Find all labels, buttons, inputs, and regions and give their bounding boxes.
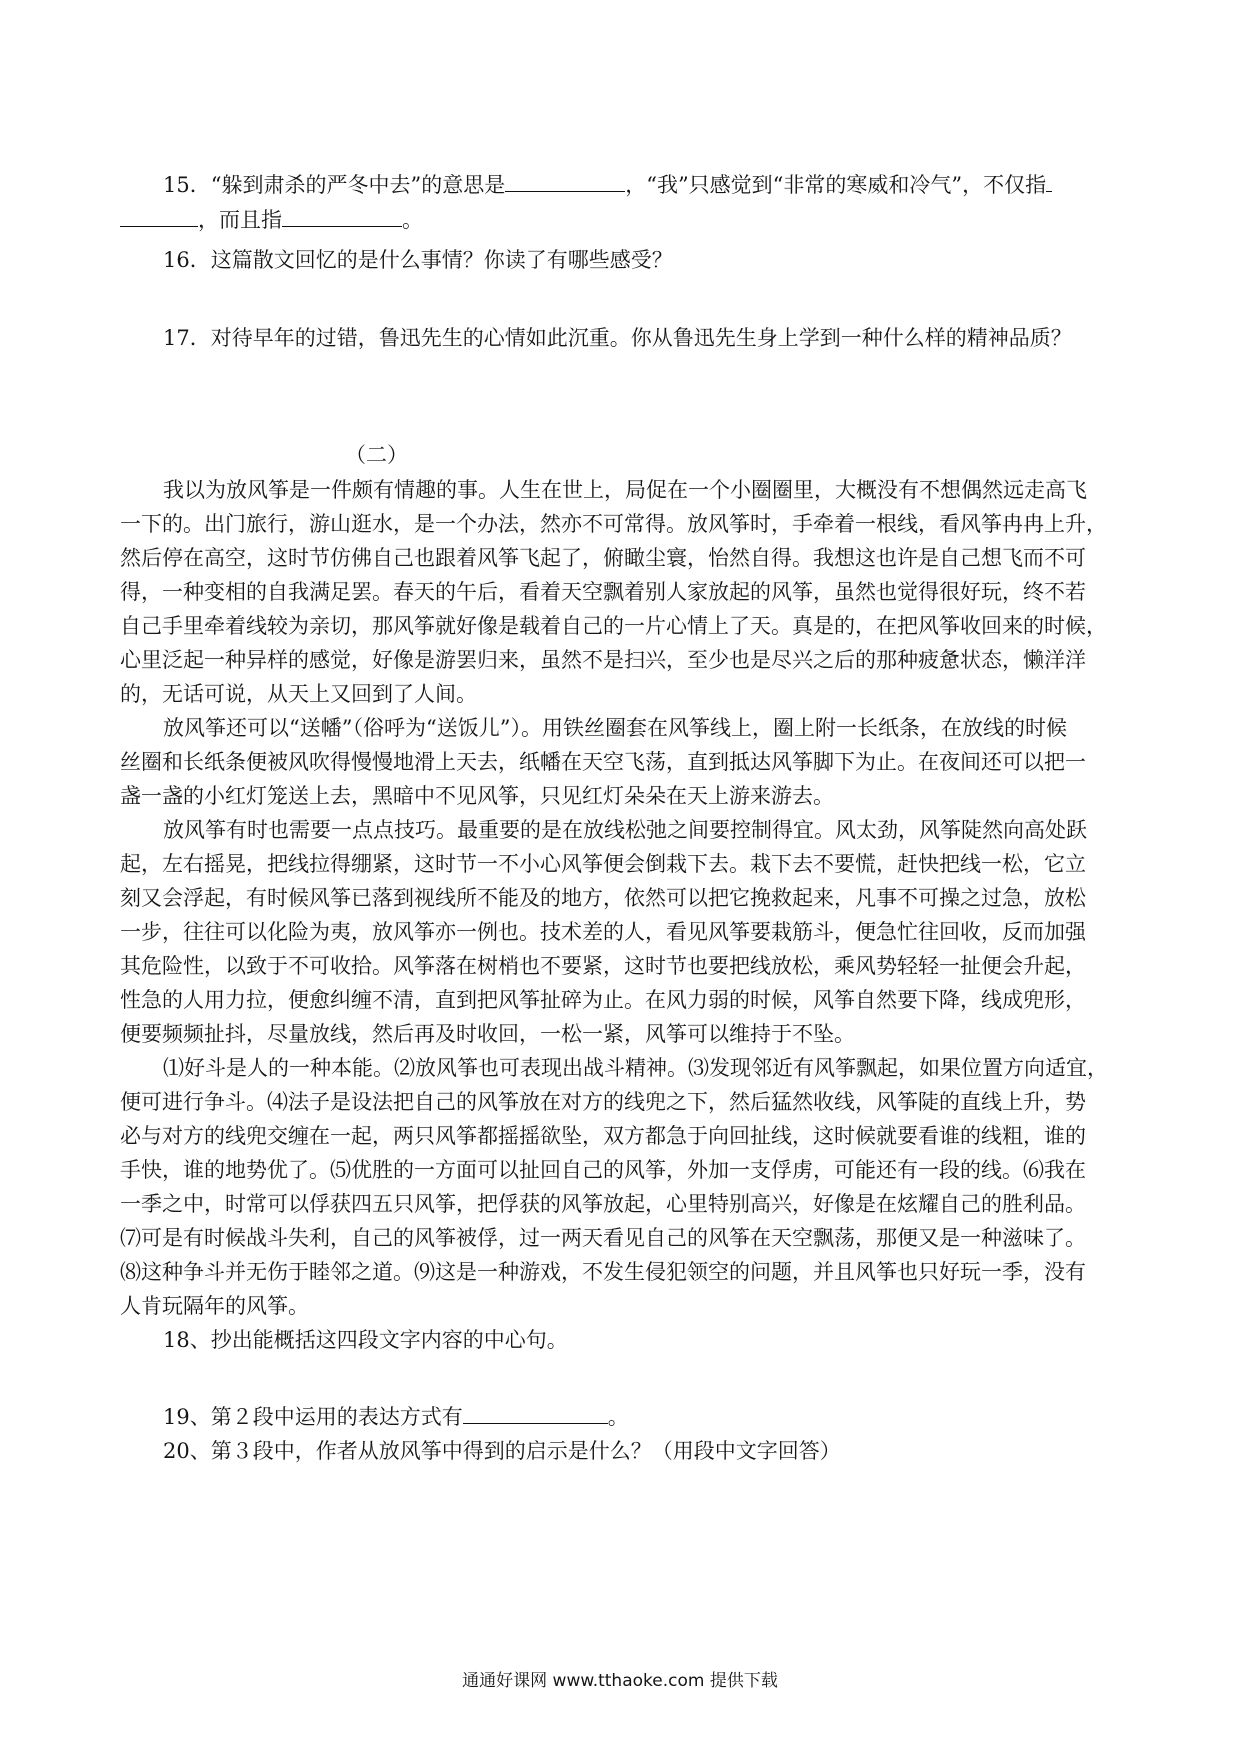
- passage-line: 便可进行争斗。⑷法子是设法把自己的风筝放在对方的线兜之下，然后猛然收线，风筝陡的直线上升，势: [120, 1090, 1086, 1114]
- question-19-text-1: 19、第２段中运用的表达方式有: [163, 1405, 463, 1429]
- question-15-text-4: 。: [402, 208, 423, 232]
- answer-blank-2-start: [1046, 171, 1052, 192]
- passage-line: 得，一种变相的自我满足罢。春天的午后，看着天空飘着别人家放起的风筝，虽然也觉得很好玩，终不若: [120, 580, 1086, 604]
- passage-line: 刻又会浮起，有时候风筝已落到视线所不能及的地方，依然可以把它挽救起来，凡事不可操之过急，放松: [120, 886, 1086, 910]
- question-20: 20、第３段中，作者从放风筝中得到的启示是什么？（用段中文字回答）: [163, 1439, 841, 1463]
- passage-line: 其危险性，以致于不可收拾。风筝落在树梢也不要紧，这时节也要把线放松，乘风势轻轻一扯便会升起，: [120, 954, 1086, 978]
- question-15-line-1: [163, 170, 1052, 200]
- passage-line: 自己手里牵着线较为亲切，那风筝就好像是载着自己的一片心情上了天。真是的，在把风筝收回来的时候，: [120, 614, 1107, 638]
- passage-line: 人肯玩隔年的风筝。: [120, 1294, 309, 1318]
- question-19: [163, 1402, 629, 1432]
- answer-blank-3[interactable]: [282, 206, 402, 227]
- page-footer: 通通好课网 www.tthaoke.com 提供下载: [462, 1671, 778, 1691]
- passage-line: 一季之中，时常可以俘获四五只风筝，把俘获的风筝放起，心里特别高兴，好像是在炫耀自己的胜利品。: [120, 1192, 1086, 1216]
- passage-line: 丝圈和长纸条便被风吹得慢慢地滑上天去，纸幡在天空飞荡，直到抵达风筝脚下为止。在夜间还可以把一: [120, 750, 1086, 774]
- passage-line: 一步，往往可以化险为夷，放风筝亦一例也。技术差的人，看见风筝要栽筋斗，便急忙往回收，反而加强: [120, 920, 1086, 944]
- answer-blank-1[interactable]: [505, 171, 625, 192]
- passage-line: 必与对方的线兜交缠在一起，两只风筝都摇摇欲坠，双方都急于向回扯线，这时候就要看谁的线粗，谁的: [120, 1124, 1086, 1148]
- answer-blank-4[interactable]: [463, 1403, 608, 1424]
- question-18: 18、抄出能概括这四段文字内容的中心句。: [163, 1328, 568, 1352]
- question-15-text-2: ，“我”只感觉到“非常的寒威和冷气”，不仅指: [625, 173, 1047, 197]
- passage-line: ⑺可是有时候战斗失利，自己的风筝被俘，过一两天看见自己的风筝在天空飘荡，那便又是一种滋味了。: [120, 1226, 1086, 1250]
- passage-line: 放风筝有时也需要一点点技巧。最重要的是在放线松弛之间要控制得宜。风太劲，风筝陡然向高处跃: [163, 818, 1087, 842]
- passage-line: 放风筝还可以“送幡”（俗呼为“送饭儿”）。用铁丝圈套在风筝线上，圈上附一长纸条，在放线的时候: [163, 716, 1067, 740]
- passage-line: 手快，谁的地势优了。⑸优胜的一方面可以扯回自己的风筝，外加一支俘虏，可能还有一段的线。⑹我在: [120, 1158, 1086, 1182]
- passage-line: 便要频频扯抖，尽量放线，然后再及时收回，一松一紧，风筝可以维持于不坠。: [120, 1022, 855, 1046]
- passage-line: 的，无话可说，从天上又回到了人间。: [120, 682, 477, 706]
- question-15-text-3: ，而且指: [198, 208, 282, 232]
- question-15-text-1: 15．“躲到肃杀的严冬中去”的意思是: [163, 173, 506, 197]
- section-title: （二）: [345, 443, 408, 467]
- passage-line: 性急的人用力拉，便愈纠缠不清，直到把风筝扯碎为止。在风力弱的时候，风筝自然要下降，线成兜形，: [120, 988, 1086, 1012]
- passage-line: 我以为放风筝是一件颇有情趣的事。人生在世上，局促在一个小圈圈里，大概没有不想偶然远走高飞: [163, 478, 1087, 502]
- passage-line: 一下的。出门旅行，游山逛水，是一个办法，然亦不可常得。放风筝时，手牵着一根线，看风筝冉冉上升，: [120, 512, 1107, 536]
- passage-line: 心里泛起一种异样的感觉，好像是游罢归来，虽然不是扫兴，至少也是尽兴之后的那种疲惫状态，懒洋洋: [120, 648, 1086, 672]
- question-15-line-2: [120, 205, 423, 235]
- question-17: 17．对待早年的过错，鲁迅先生的心情如此沉重。你从鲁迅先生身上学到一种什么样的精神品质？: [163, 326, 1072, 350]
- answer-blank-2[interactable]: [120, 206, 198, 227]
- passage-line: ⑻这种争斗并无伤于睦邻之道。⑼这是一种游戏，不发生侵犯领空的问题，并且风筝也只好玩一季，没有: [120, 1260, 1086, 1284]
- passage-line: ⑴好斗是人的一种本能。⑵放风筝也可表现出战斗精神。⑶发现邻近有风筝飘起，如果位置方向适宜，: [163, 1056, 1108, 1080]
- question-19-text-2: 。: [607, 1405, 629, 1429]
- passage-line: 起，左右摇晃，把线拉得绷紧，这时节一不小心风筝便会倒栽下去。栽下去不要慌，赶快把线一松，它立: [120, 852, 1086, 876]
- passage-line: 然后停在高空，这时节仿佛自己也跟着风筝飞起了，俯瞰尘寰，怡然自得。我想这也许是自己想飞而不可: [120, 546, 1086, 570]
- question-16: 16．这篇散文回忆的是什么事情？你读了有哪些感受？: [163, 248, 673, 272]
- passage-line: 盏一盏的小红灯笼送上去，黑暗中不见风筝，只见红灯朵朵在天上游来游去。: [120, 784, 834, 808]
